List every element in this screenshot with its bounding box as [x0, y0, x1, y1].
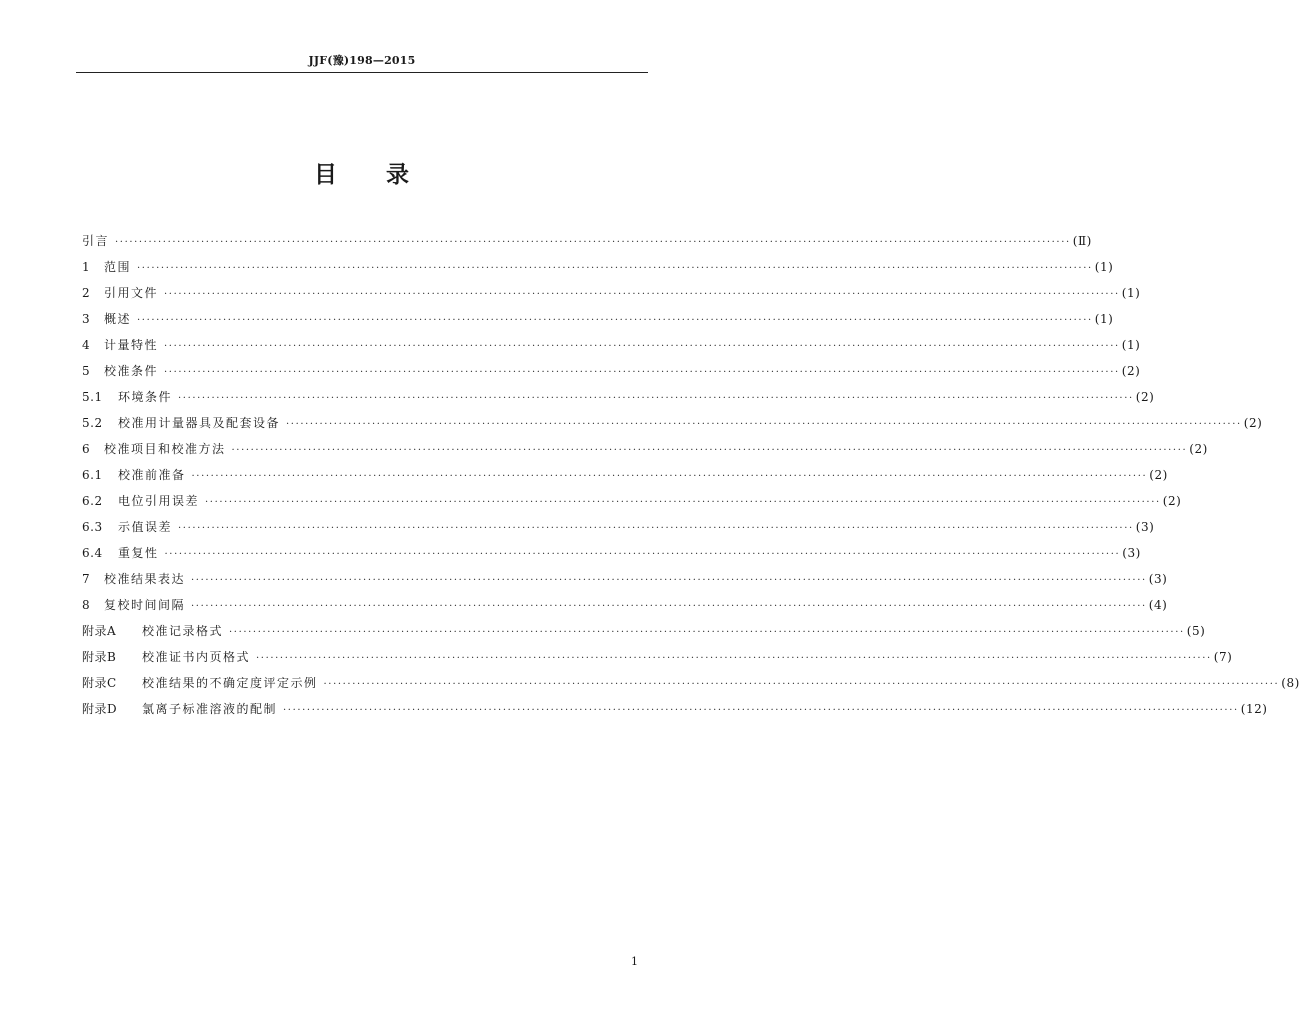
- dot-leader: ········································································································································································································: [283, 705, 1239, 716]
- toc-entry-page: (2): [1135, 390, 1155, 404]
- header-rule: [76, 72, 648, 73]
- toc-entry-number: 6: [82, 442, 91, 456]
- toc-entry: [82, 592, 1168, 618]
- dot-leader: ········································································································································································································: [286, 419, 1242, 430]
- toc-entry-label: 复校时间间隔: [104, 598, 186, 612]
- dot-leader: ········································································································································································································: [178, 523, 1134, 534]
- toc-entry-page: (7): [1213, 650, 1233, 664]
- toc-entry-label: 计量特性: [104, 338, 159, 352]
- dot-leader: ········································································································································································································: [178, 393, 1134, 404]
- toc-entry-label: 校准记录格式: [142, 624, 224, 638]
- toc-entry-page: (12): [1240, 702, 1268, 716]
- toc-entry-number: 附录D: [82, 702, 118, 716]
- dot-leader: ········································································································································································································: [205, 497, 1161, 508]
- toc-entry-number: 6.3: [82, 520, 103, 534]
- toc-entry: [82, 410, 1263, 436]
- toc-entry-label: 环境条件: [118, 390, 173, 404]
- dot-leader: ········································································································································································································: [164, 289, 1120, 300]
- dot-leader: ········································································································································································································: [256, 653, 1212, 664]
- toc-entry-number: 附录A: [82, 624, 117, 638]
- toc-entry-page: (Ⅱ): [1072, 234, 1092, 248]
- toc-entry-label: 校准条件: [104, 364, 159, 378]
- toc-entry-number: 附录B: [82, 650, 117, 664]
- toc-entry: [82, 280, 1141, 306]
- toc-entry: [82, 228, 1092, 254]
- toc-entry-label: 校准用计量器具及配套设备: [118, 416, 281, 430]
- toc-entry-page: (8): [1281, 676, 1300, 690]
- dot-leader: ········································································································································································································: [137, 263, 1093, 274]
- toc-entry-page: (1): [1121, 338, 1141, 352]
- toc-entry: [82, 566, 1168, 592]
- toc-entry-number: 1: [82, 260, 91, 274]
- dot-leader: ········································································································································································································: [229, 627, 1185, 638]
- toc-entry: [82, 254, 1114, 280]
- toc-entry-page: (2): [1243, 416, 1263, 430]
- toc-entry-label: 示值误差: [118, 520, 173, 534]
- toc-entry-label: 校准证书内页格式: [142, 650, 251, 664]
- dot-leader: ········································································································································································································: [164, 367, 1120, 378]
- toc-entry-page: (2): [1162, 494, 1182, 508]
- toc-entry: [82, 384, 1155, 410]
- toc-entry: [82, 696, 1268, 722]
- toc-entry: [82, 332, 1141, 358]
- page-number: 1: [631, 955, 638, 968]
- toc-entry: [82, 488, 1182, 514]
- toc-title: [0, 156, 724, 186]
- toc-entry-number: 6.4: [82, 546, 103, 560]
- title-char-1: 目: [314, 162, 337, 188]
- toc-entry-page: (3): [1135, 520, 1155, 534]
- toc-entry-label: 概述: [104, 312, 132, 326]
- toc-entry: [82, 462, 1168, 488]
- dot-leader: ········································································································································································································: [191, 471, 1148, 482]
- dot-leader: ········································································································································································································: [191, 575, 1147, 586]
- toc-entry-number: 4: [82, 338, 91, 352]
- toc-entry-number: 2: [82, 286, 91, 300]
- toc-entry: [82, 618, 1206, 644]
- toc-entry-label: 校准前准备: [118, 468, 186, 482]
- dot-leader: ········································································································································································································: [231, 445, 1188, 456]
- toc-entry: [82, 644, 1233, 670]
- toc-entry-number: 附录C: [82, 676, 117, 690]
- toc-entry-page: (2): [1149, 468, 1168, 482]
- dot-leader: ········································································································································································································: [191, 601, 1147, 612]
- toc-entry: [82, 514, 1155, 540]
- toc-entry-label: 氯离子标准溶液的配制: [142, 702, 278, 716]
- toc-entry-label: 校准结果表达: [104, 572, 186, 586]
- dot-leader: ········································································································································································································: [137, 315, 1093, 326]
- toc-entry: [82, 670, 1300, 696]
- toc-entry-label: 电位引用误差: [118, 494, 200, 508]
- toc-entry-number: 3: [82, 312, 91, 326]
- toc-entry-page: (3): [1148, 572, 1168, 586]
- toc-entry-label: 引言: [82, 234, 110, 248]
- toc-entry-label: 重复性: [118, 546, 159, 560]
- toc-entry-page: (5): [1186, 624, 1206, 638]
- toc-entry: [82, 306, 1114, 332]
- toc-entry-page: (3): [1122, 546, 1141, 560]
- toc-entry: [82, 540, 1141, 566]
- toc-entry-page: (1): [1094, 312, 1114, 326]
- toc-entry-number: 7: [82, 572, 91, 586]
- dot-leader: ········································································································································································································: [323, 679, 1280, 690]
- table-of-contents: [82, 228, 1300, 722]
- document-code-header: JJF(豫)198—2015: [308, 54, 416, 67]
- toc-entry-number: 5: [82, 364, 91, 378]
- toc-entry-page: (2): [1121, 364, 1141, 378]
- toc-entry-number: 5.1: [82, 390, 103, 404]
- toc-entry-label: 校准项目和校准方法: [104, 442, 226, 456]
- toc-entry: [82, 436, 1208, 462]
- toc-entry-number: 6.2: [82, 494, 103, 508]
- toc-entry-page: (1): [1121, 286, 1141, 300]
- toc-entry-label: 范围: [104, 260, 132, 274]
- toc-entry-number: 6.1: [82, 468, 103, 482]
- dot-leader: ········································································································································································································: [115, 237, 1071, 248]
- toc-entry-page: (4): [1148, 598, 1168, 612]
- dot-leader: ········································································································································································································: [164, 549, 1121, 560]
- toc-entry-label: 校准结果的不确定度评定示例: [142, 676, 318, 690]
- toc-entry-number: 8: [82, 598, 91, 612]
- toc-entry-label: 引用文件: [104, 286, 159, 300]
- toc-entry-number: 5.2: [82, 416, 103, 430]
- title-char-2: 录: [386, 162, 409, 188]
- toc-entry-page: (1): [1094, 260, 1114, 274]
- dot-leader: ········································································································································································································: [164, 341, 1120, 352]
- toc-entry-page: (2): [1189, 442, 1208, 456]
- toc-entry: [82, 358, 1141, 384]
